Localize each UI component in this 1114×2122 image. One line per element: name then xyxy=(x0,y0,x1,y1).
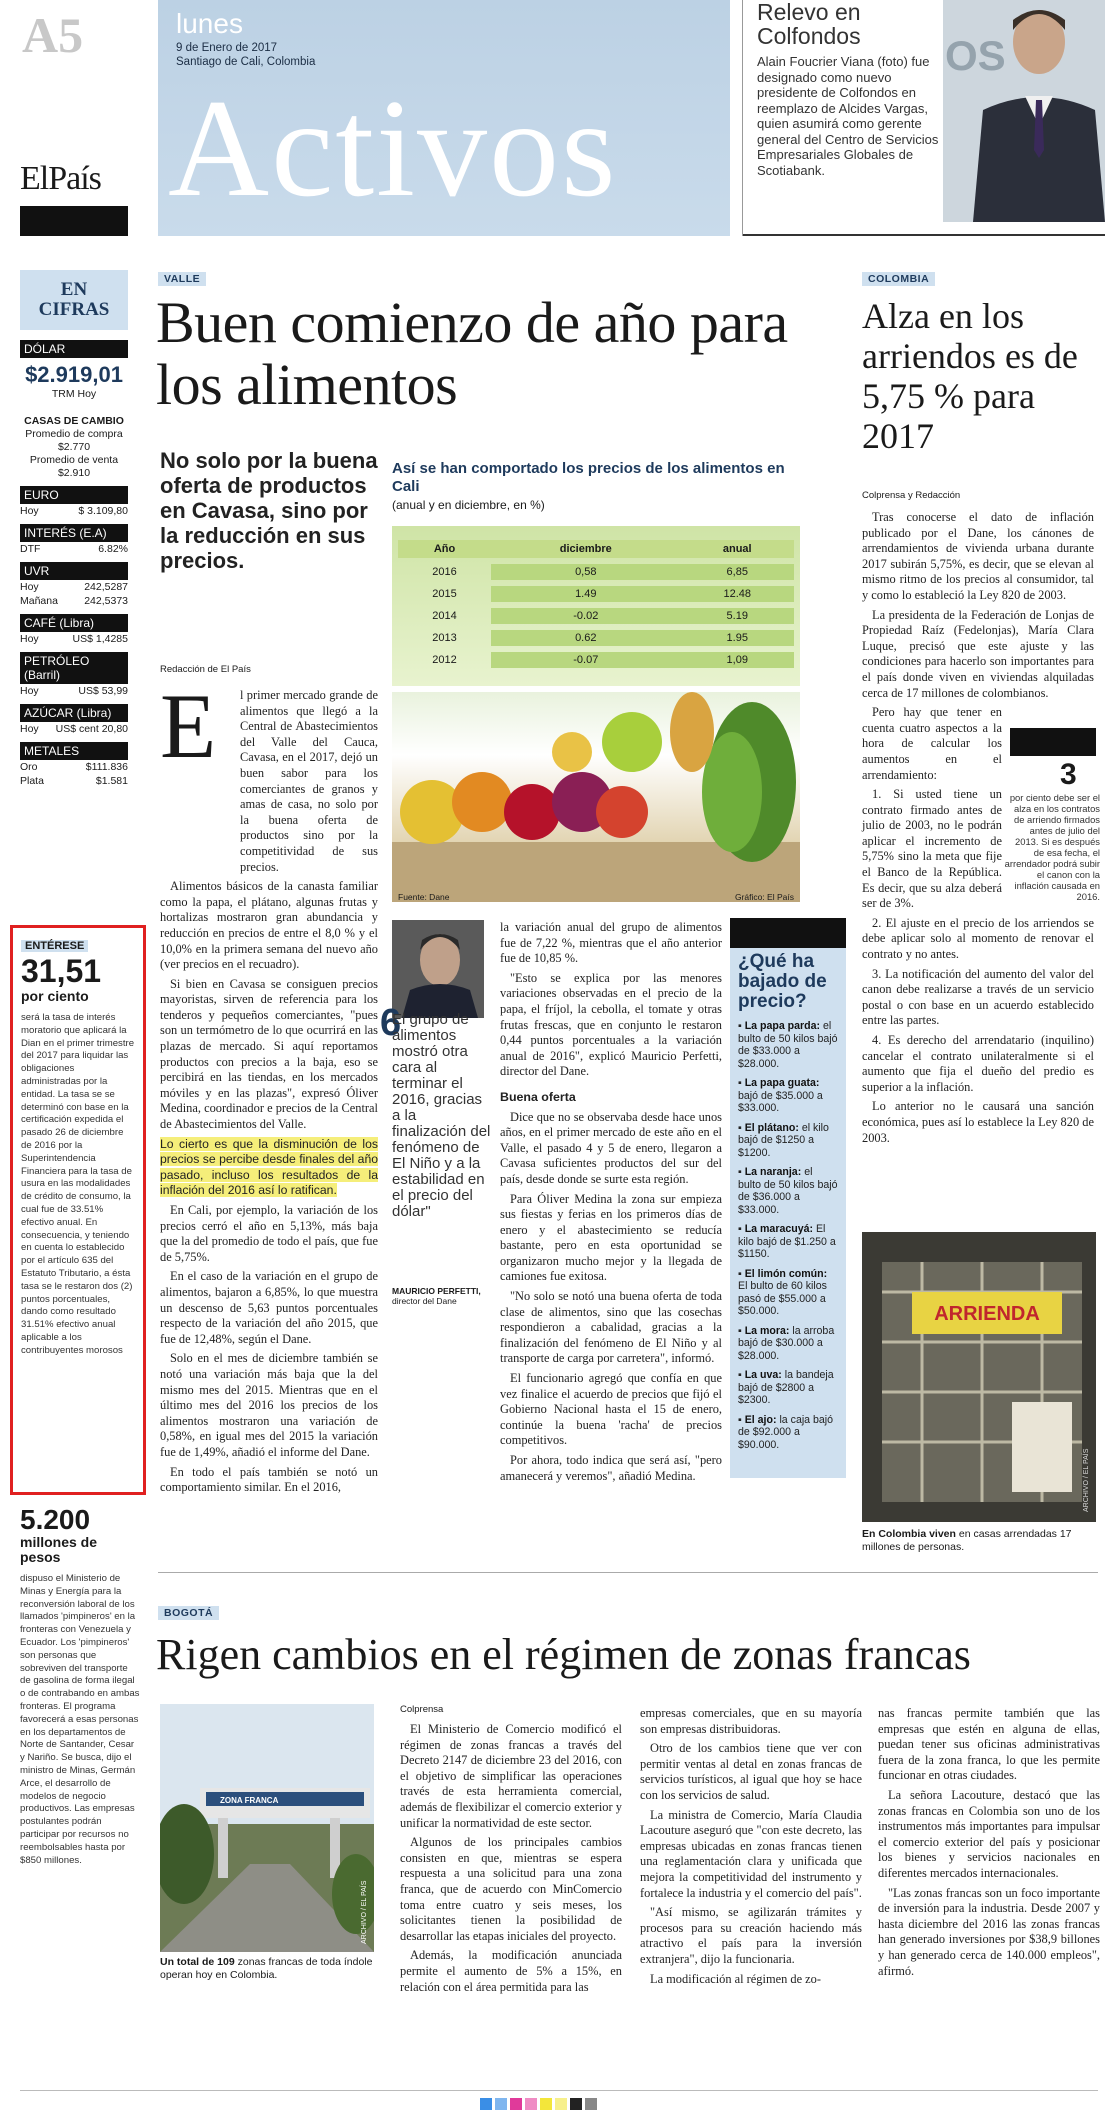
arrienda-photo xyxy=(862,1232,1096,1522)
chart-row xyxy=(398,564,794,580)
right-stat-text: por ciento debe ser el alza en los contratos de arriendo firmados antes de julio del 2013. Si es después de esa fecha, el arrendador podrá subir el canon con la inflación causada en 2016. xyxy=(1004,792,1100,902)
oro-label: Oro xyxy=(20,761,38,773)
arrienda-photo-credit: ARCHIVO / EL PAÍS xyxy=(1083,1448,1090,1512)
plata-value: $1.581 xyxy=(95,775,128,787)
azucar-row xyxy=(20,722,128,736)
enterese-text: será la tasa de interés moratorio que aplicará la Dian en el primer trimestre del 2017 para liquidar las obligaciones administradas por la entidad. La tasa se se determinó con base en la certificación expedida el pasado 26 de diciembre de 2016 por la Superintendencia Financiera para la tasa de usura en las modalidades de crédito de consumo, la cual fue de 33.51% efectivo anual. En consecuencia, y teniendo en cuenta lo establecido por el artículo 635 del Estatuto Tributario, a ésta tasa se le restaron dos (2) puntos porcentuales, dando como resultado 31.51% efectivo anual aplicable a los contribuyentes morosos xyxy=(21,1012,135,1356)
uvr-man-row xyxy=(20,594,128,608)
main-paragraph: "Esto se explica por las menores variaciones observadas en el precio de la papa, el fríjol, la cebolla, el tomate y otras frutas frescas, que en conjunto le restaron 0,44 puntos porcentuales a la variación anual de 2016", explicó Mauricio Perfetti, director del Dane. xyxy=(500,970,722,1079)
cafe-row xyxy=(20,632,128,646)
uvr-hoy-value: 242,5287 xyxy=(84,581,128,593)
bottom-divider xyxy=(158,1572,1098,1573)
zona-franca-caption-text: zonas francas de toda índole operan hoy en Colombia. xyxy=(160,1956,373,1981)
chart-cell: 0,58 xyxy=(491,564,680,580)
price-item-name: El ajo: xyxy=(744,1413,777,1426)
chart-cell: 6,85 xyxy=(680,564,794,580)
main-paragraph: Dice que no se observaba desde hace unos años, en el primer mercado de este año en el Valle, el pasado 4 y 5 de enero, llegaron a Cavasa suficientes productos del sur del país, desde donde se surte esta región. xyxy=(500,1109,722,1186)
main-paragraph: la variación anual del grupo de alimentos fue de 7,22 %, mientras que el año anterior fue de 10,85 %. xyxy=(500,920,722,966)
main-paragraph: Si bien en Cavasa se consiguen precios mayoristas, sirven de referencia para los tenderos y pequeños comerciantes, "pues son un termómetro de lo que ocurrirá en las plazas de mercado. Si aquí reportamos productos con precios a la baja, eso se percibirá en las tiendas, en los mercados móviles y en las plazas", expresó Óliver Medina, coordinador e precios de la Central de Abastecimientos del Valle. xyxy=(160,976,378,1132)
main-column-1 xyxy=(160,675,378,1500)
drop-cap: E xyxy=(160,675,217,777)
oro-row xyxy=(20,760,128,774)
main-paragraph: Para Óliver Medina la zona sur empieza sus fiestas y ferias en los primeros días de enero y el abastecimiento se reducía bastante, pero en esta oportunidad se organizaron mucho mejor y la llegada de camiones fue exitosa. xyxy=(500,1191,722,1284)
price-item-text: El bulto de 60 kilos pasó de $55.000 a $50.000. xyxy=(738,1280,827,1317)
main-paragraph: Por ahora, todo indica que será así, "pero amanecerá y veremos", añadió Medina. xyxy=(500,1453,722,1483)
venta-label: Promedio de venta xyxy=(29,454,119,466)
bottom-paragraph: Otro de los cambios tiene que ver con permitir ventas al detal en zonas francas de servicios turísticos, al igual que hoy se hace con los servicios de salud. xyxy=(640,1741,862,1802)
main-paragraph: El funcionario agregó que confía en que vez finalice el acuerdo de precios que fijó el Gobierno Nacional hasta el 15 de enero, continúe la buena 'racha' de precios competitivos. xyxy=(500,1371,722,1448)
section-title: Activos xyxy=(168,71,618,226)
price-item-name: La naranja: xyxy=(744,1166,802,1178)
main-byline: Redacción de El País xyxy=(160,664,251,675)
main-paragraph: En Cali, por ejemplo, la variación de los precios cerró el año en 5,13%, más baja que la del promedio de todo el país, que fue de 5,75%. xyxy=(160,1203,378,1264)
price-item: ▪ El plátano: el kilo bajó de $1250 a $1200. xyxy=(738,1121,829,1159)
chart-cell: 2015 xyxy=(432,588,457,600)
main-deck: No solo por la buena oferta de productos en Cavasa, sino por la reducción en sus precios. xyxy=(160,448,378,573)
price-item-text: la arroba bajó de $30.000 a $28.000. xyxy=(738,1324,835,1362)
arrienda-caption xyxy=(862,1528,1094,1554)
chart-cell: 12.48 xyxy=(680,586,794,602)
chart-cell: -0.07 xyxy=(491,652,680,668)
right-section-label: COLOMBIA xyxy=(862,272,935,286)
zona-franca-caption-bold: Un total de 109 xyxy=(160,1956,235,1968)
azucar-value: US$ cent 20,80 xyxy=(55,723,128,735)
bottom-column-3 xyxy=(878,1706,1100,1983)
main-paragraph: Alimentos básicos de la canasta familiar como la papa, el plátano, algunas frutas y hortalizas mostraron gran abundancia y reducción en precios de entre el 8,0 % y el 10,0% en la primera semana del nuevo año (ver precios en el recuadro). xyxy=(160,879,378,972)
arrienda-sign-text: ARRIENDA xyxy=(934,1303,1040,1325)
price-item-name: El limón común: xyxy=(744,1267,828,1280)
price-item-name: La papa parda: xyxy=(744,1020,821,1032)
right-paragraph: 2. El ajuste en el precio de los arriendos se debe aplicar solo al momento de renovar el contrato y no antes. xyxy=(862,915,1094,962)
euro-row-label: Hoy xyxy=(20,505,39,517)
uvr-man-label: Mañana xyxy=(20,595,58,607)
zona-franca-sign: ZONA FRANCA xyxy=(220,1796,279,1805)
swatch xyxy=(480,2098,492,2110)
masthead-bar xyxy=(20,206,128,236)
right-headline: Alza en los arriendos es de 5,75 % para 2017 xyxy=(862,296,1078,456)
zona-franca-photo xyxy=(160,1704,374,1952)
main-subhead: Buena oferta xyxy=(500,1089,576,1104)
footer-rule xyxy=(20,2090,1098,2091)
bottom-paragraph: Algunos de los principales cambios consisten en que, mientras se espera respuesta a una solicitud para una zona franca, que de acuerdo con MinComercio toma entre cuatro y seis meses, los solicitantes tienen la posibilidad de desarrollar las etapas iniciales del proyecto. xyxy=(400,1835,622,1943)
pimpineros-unit: millones de pesos xyxy=(20,1534,98,1565)
price-item-name: El plátano: xyxy=(744,1121,799,1134)
relevo-title: Relevo en Colfondos xyxy=(757,0,861,49)
chart-row xyxy=(398,630,794,646)
price-box-header xyxy=(730,918,846,948)
right-paragraph: 4. Es derecho del arrendatario (inquilino) cancelar el contrato unilateralmente si el aumento que fija el dueño del predio es superior a la inflación. xyxy=(862,1033,1094,1094)
main-section-label: VALLE xyxy=(158,272,206,286)
venta-value: $2.910 xyxy=(57,467,91,479)
chart-row xyxy=(398,586,794,602)
uvr-man-value: 242,5373 xyxy=(84,595,128,607)
price-item: ▪ La uva: la bandeja bajó de $2800 a $2300. xyxy=(738,1369,834,1406)
chart-cell: 2013 xyxy=(432,632,457,644)
price-item-text: el bulto de 50 kilos bajó de $33.000 a $28.000. xyxy=(738,1020,838,1070)
price-box-title: ¿Qué ha bajado de precio? xyxy=(738,951,827,1012)
bottom-paragraph: Además, la modificación anunciada permite el aumento de 5% a 15%, en relación con el área permitida para las xyxy=(400,1948,622,1994)
chart-cell: 2014 xyxy=(432,610,457,622)
price-item-text: la bandeja bajó de $2800 a $2300. xyxy=(738,1369,834,1406)
relevo-brief xyxy=(742,0,1104,236)
uvr-label: UVR xyxy=(20,562,128,580)
bottom-byline: Colprensa xyxy=(400,1704,444,1715)
bottom-paragraph: nas francas permite también que las empresas que estén en alguna de ellas, puedan tener sus oficinas administrativas fuera de la zona franca, lo que les permite funcionar en otras ciudades. xyxy=(878,1706,1100,1783)
main-paragraph: En todo el país también se notó un comportamiento similar. En el 2016, xyxy=(160,1464,378,1495)
chart-row xyxy=(398,652,794,668)
bottom-paragraph: "Las zonas francas son un foco importante de inversión para la industria. Desde 2007 y hasta diciembre del 2016 las zonas francas han generado inversiones por $38,9 billones y han generado cerca de 140.000 empleos", afirmó. xyxy=(878,1885,1100,1978)
euro-value: $ 3.109,80 xyxy=(78,505,128,517)
bottom-paragraph: La modificación al régimen de zo- xyxy=(650,1971,821,1986)
uvr-hoy-label: Hoy xyxy=(20,581,39,593)
price-item: ▪ El limón común: El bulto de 60 kilos pasó de $55.000 a $50.000. xyxy=(738,1267,828,1317)
dolar-label: DÓLAR xyxy=(20,340,128,358)
chart-column-header: diciembre xyxy=(491,540,680,558)
right-paragraph: La presidenta de la Federación de Lonjas de Propiedad Raíz (Fedelonjas), María Clara Luque, precisó que este ajuste y las condiciones para hacerlo son importantes para el país donde viven en viviendas alquiladas cerca de 17 millones de colombianos. xyxy=(862,607,1094,700)
masthead-place: Santiago de Cali, Colombia xyxy=(176,56,316,68)
arrienda-caption-text: en casas arrendadas 17 millones de personas. xyxy=(862,1528,1072,1553)
swatch xyxy=(585,2098,597,2110)
right-stat-bar xyxy=(1010,728,1096,756)
bottom-headline: Rigen cambios en el régimen de zonas francas xyxy=(156,1630,971,1679)
price-item: ▪ La mora: la arroba bajó de $30.000 a $28.000. xyxy=(738,1324,835,1362)
zona-franca-photo-credit: ARCHIVO / EL PAÍS xyxy=(361,1880,368,1944)
casas-label: CASAS DE CAMBIO xyxy=(24,415,124,427)
chart-row xyxy=(398,608,794,624)
chart-header-row xyxy=(398,540,794,558)
chart-column-header: Año xyxy=(398,540,491,558)
price-drop-box xyxy=(730,918,846,1478)
price-item-name: La mora: xyxy=(744,1324,790,1337)
swatch xyxy=(570,2098,582,2110)
compra-label: Promedio de compra xyxy=(25,428,123,440)
dolar-value: $2.919,01 xyxy=(25,362,123,387)
quote-name: MAURICIO PERFETTI, xyxy=(392,1286,481,1296)
plata-row xyxy=(20,774,128,788)
price-item-text: el kilo bajó de $1250 a $1200. xyxy=(738,1121,829,1159)
pimpineros-text: dispuso el Ministerio de Minas y Energía para la reconversión laboral de los llamados 'pimpineros' en la fronteras con Venezuela y Ecuador. Los 'pimpineros' son personas que sobreviven del transporte de gasolina de forma ilegal o de contrabando en ambas fronteras. El programa favorecerá a esas personas en los departamentos de Norte de Santander, Cesar y Nariño. Se busca, dijo el ministro de Minas, Germán Arce, el desarrollo de modelos de negocio productivos. Las empresas postulantes podrán participar por recursos no reembolsables hasta por $850 millones. xyxy=(20,1573,140,1866)
section-masthead xyxy=(158,0,730,236)
price-item-name: La papa guata: xyxy=(744,1077,820,1089)
price-item: ▪ El ajo: la caja bajó de $92.000 a $90.000. xyxy=(738,1413,834,1451)
metales-label: METALES xyxy=(20,742,128,760)
arrienda-caption-bold: En Colombia viven xyxy=(862,1528,956,1540)
chart-subtitle: (anual y en diciembre, en %) xyxy=(392,498,545,512)
price-item: ▪ La naranja: el bulto de 50 kilos bajó de $36.000 a $33.000. xyxy=(738,1166,838,1216)
swatch xyxy=(510,2098,522,2110)
photo-letters: OS xyxy=(945,32,1006,79)
chart-title: Así se han comportado los precios de los alimentos en Cali xyxy=(392,460,785,495)
interes-label: INTERÉS (E.A) xyxy=(20,524,128,542)
bottom-paragraph: El Ministerio de Comercio modificó el régimen de zonas francas a través del Decreto 2147 de diciembre 23 del 2016, con el objetivo de simplificar las operaciones través de esta herramienta comercial, además de flexibilizar el comercio exterior y unificar la normatividad de este sector. xyxy=(400,1722,622,1830)
oro-value: $111.836 xyxy=(85,761,128,773)
chart-cell: 1.49 xyxy=(491,586,680,602)
compra-value: $2.770 xyxy=(57,441,91,453)
paper-name: ElPaís xyxy=(20,160,101,197)
masthead-day: lunes xyxy=(176,8,243,39)
right-paragraph: 1. Si usted tiene un contrato firmado antes de julio de 2003, no le podrán aplicar el incremento de 5,75% sino la meta que fije el Banco de la República. Es decir, que su alza deberá ser de 3%. xyxy=(862,787,1002,911)
bottom-paragraph: "Así mismo, se agilizarán trámites y procesos para su creación haciendo más atractivo el país para la inversión extranjera", dijo la funcionaria. xyxy=(640,1905,862,1966)
main-paragraph: En el caso de la variación en el grupo de alimentos, bajaron a 6,85%, lo que muestra un descenso de 5,63 puntos porcentuales respecto de la variación del año 2015, que fue de 12,48%, según el Dane. xyxy=(160,1269,378,1346)
cafe-row-label: Hoy xyxy=(20,633,39,645)
price-item-name: La maracuyá: xyxy=(744,1223,814,1235)
price-item-text: la caja bajó de $92.000 a $90.000. xyxy=(738,1413,834,1451)
quote-role: director del Dane xyxy=(392,1296,457,1306)
petroleo-row-label: Hoy xyxy=(20,685,39,697)
right-stat-number: 3 xyxy=(1060,758,1077,791)
bottom-paragraph: empresas comerciales, que en su mayoría son empresas distribuidoras. xyxy=(640,1706,862,1736)
right-paragraph: Pero hay que tener en cuenta cuatro aspectos a la hora de calcular los aumentos en el arrendamiento: xyxy=(862,705,1002,782)
enterese-box xyxy=(10,925,146,1495)
euro-row xyxy=(20,504,128,518)
chart-cell: 1,09 xyxy=(680,652,794,668)
price-chart xyxy=(392,460,800,902)
price-item-text: El kilo bajó de $1.250 a $1150. xyxy=(738,1223,836,1260)
highlighted-passage: Lo cierto es que la disminución de los precios se percibe desde finales del año pasado, incluso los resultados de la inflación del 2016 así lo ratifican. xyxy=(160,1136,378,1198)
price-item: ▪ La papa parda: el bulto de 50 kilos bajó de $33.000 a $28.000. xyxy=(738,1020,838,1070)
chart-cell: -0.02 xyxy=(491,608,680,624)
main-paragraph: l primer mercado grande de alimentos que llegó a la Central de Abastecimientos del Valle del Cauca, Cavasa, en el 2017, dejó un buen sabor para los comerciantes de granos y amas de casa, no solo por la buena oferta de productos sino por la competitividad de sus precios. xyxy=(240,688,378,874)
en-cifras-title: EN CIFRAS xyxy=(20,270,128,330)
chart-column-header: anual xyxy=(680,540,794,558)
relevo-text: Alain Foucrier Viana (foto) fue designado como nuevo presidente de Colfondos en reemplazo de Alcides Vargas, quien asumirá como gerente general del Centro de Servicios Empresariales Globales de Scotiabank. xyxy=(757,54,939,178)
chart-cell: 0.62 xyxy=(491,630,680,646)
swatch xyxy=(495,2098,507,2110)
print-color-swatches xyxy=(480,2098,597,2110)
perfetti-photo xyxy=(392,920,484,1018)
swatch xyxy=(540,2098,552,2110)
chart-body xyxy=(398,564,794,668)
quote-number: 6 xyxy=(380,1002,402,1044)
chart-cell: 1.95 xyxy=(680,630,794,646)
main-paragraph: "No solo se notó una buena oferta de toda clase de alimentos, sino que las cosechas respondieron a cabalidad, gracias a la finalización del fenómeno de El Niño y al transporte de carga por carretera", informó. xyxy=(500,1289,722,1366)
cafe-label: CAFÉ (Libra) xyxy=(20,614,128,632)
right-paragraph: 3. La notificación del aumento del valor del canon debe realizarse a través de un servicio postal o con base en un acuerdo establecido entre las partes. xyxy=(862,966,1094,1028)
swatch xyxy=(525,2098,537,2110)
uvr-hoy-row xyxy=(20,580,128,594)
page-number: A5 xyxy=(22,7,84,63)
chart-cell: 5.19 xyxy=(680,608,794,624)
petroleo-value: US$ 53,99 xyxy=(78,685,128,697)
chart-cell: 2012 xyxy=(432,654,457,666)
price-item: ▪ La papa guata: bajó de $35.000 a $33.000. xyxy=(738,1077,823,1114)
petroleo-row xyxy=(20,684,128,698)
relevo-photo xyxy=(943,0,1105,222)
quote-attribution xyxy=(392,1286,502,1306)
chart-cell: 2016 xyxy=(432,566,457,578)
pimpineros-value: 5.200 xyxy=(20,1504,91,1535)
zona-franca-caption xyxy=(160,1956,374,1982)
masthead-date: 9 de Enero de 2017 xyxy=(176,42,278,54)
right-paragraph: Tras conocerse el dato de inflación publicado por el Dane, los cánones de arrendamientos de vivienda urbana durante 2017 subirán 5,75%, es decir, que se elevan al mismo ritmo de los precios al consumidor, tal y como lo estableció la Ley 820 de 2003. xyxy=(862,510,1094,602)
food-photo xyxy=(392,692,800,902)
petroleo-label: PETRÓLEO (Barril) xyxy=(20,652,128,684)
dtf-value: 6.82% xyxy=(98,543,128,555)
bottom-paragraph: La ministra de Comercio, María Claudia Lacouture aseguró que "con este decreto, las empresas ubicadas en zonas francas tienen una reglamentación clara y unificada que mejora la competitividad del instrumento y fortalece la industria y el comercio del país". xyxy=(640,1807,862,1900)
main-column-3 xyxy=(500,920,722,1488)
azucar-label: AZÚCAR (Libra) xyxy=(20,704,128,722)
chart-table xyxy=(398,534,794,674)
price-list xyxy=(738,1020,838,1451)
dolar-sub: TRM Hoy xyxy=(51,388,97,400)
bottom-column-2 xyxy=(640,1706,862,1991)
bottom-section-label: BOGOTÁ xyxy=(158,1606,219,1620)
swatch xyxy=(555,2098,567,2110)
pimpineros-stat xyxy=(20,1505,140,1867)
euro-label: EURO xyxy=(20,486,128,504)
dtf-label: DTF xyxy=(20,543,41,555)
dtf-row xyxy=(20,542,128,556)
enterese-label: ENTÉRESE xyxy=(21,940,88,952)
price-item-text: bajó de $35.000 a $33.000. xyxy=(738,1089,823,1114)
chart-source: Fuente: Dane xyxy=(398,892,450,902)
chart-table-wrap xyxy=(392,526,800,686)
plata-label: Plata xyxy=(20,775,44,787)
main-paragraph: Solo en el mes de diciembre también se notó una variación más baja que la del mismo mes del 2015. Mientras que en el último mes del 2016 los precios de los alimentos mostraron una variación de 0,58%, en igual mes del 2015 la variación fue de 1,49%, añadió el informe del Dane. xyxy=(160,1351,378,1459)
bottom-column-1 xyxy=(400,1722,622,1999)
enterese-unit: por ciento xyxy=(21,988,89,1004)
price-item: ▪ La maracuyá: El kilo bajó de $1.250 a $1150. xyxy=(738,1223,836,1260)
chart-credit: Gráfico: El País xyxy=(734,892,794,902)
enterese-value: 31,51 xyxy=(21,953,102,989)
price-item-text: el bulto de 50 kilos bajó de $36.000 a $33.000. xyxy=(738,1166,838,1216)
azucar-row-label: Hoy xyxy=(20,723,39,735)
right-byline: Colprensa y Redacción xyxy=(862,490,961,501)
relevo-divider xyxy=(743,234,1105,236)
pull-quote: El grupo de alimentos mostró otra cara al terminar el 2016, gracias a la finalización del fenómeno de El Niño y a la estabilidad en el precio del dólar" xyxy=(392,1011,491,1220)
cafe-value: US$ 1,4285 xyxy=(72,633,128,645)
en-cifras-sidebar xyxy=(20,270,128,788)
bottom-paragraph: La señora Lacouture, destacó que las zonas francas en Colombia son uno de los instrumentos más importantes para impulsar el comercio exterior del país y posicionar los bienes y servicios nacionales en diferentes mercados internacionales. xyxy=(878,1787,1100,1880)
right-paragraph: Lo anterior no le causará una sanción económica, pues así lo establece la Ley 820 de 2003. xyxy=(862,1099,1094,1145)
main-headline: Buen comienzo de año para los alimentos xyxy=(156,290,788,417)
price-item-name: La uva: xyxy=(744,1369,782,1381)
